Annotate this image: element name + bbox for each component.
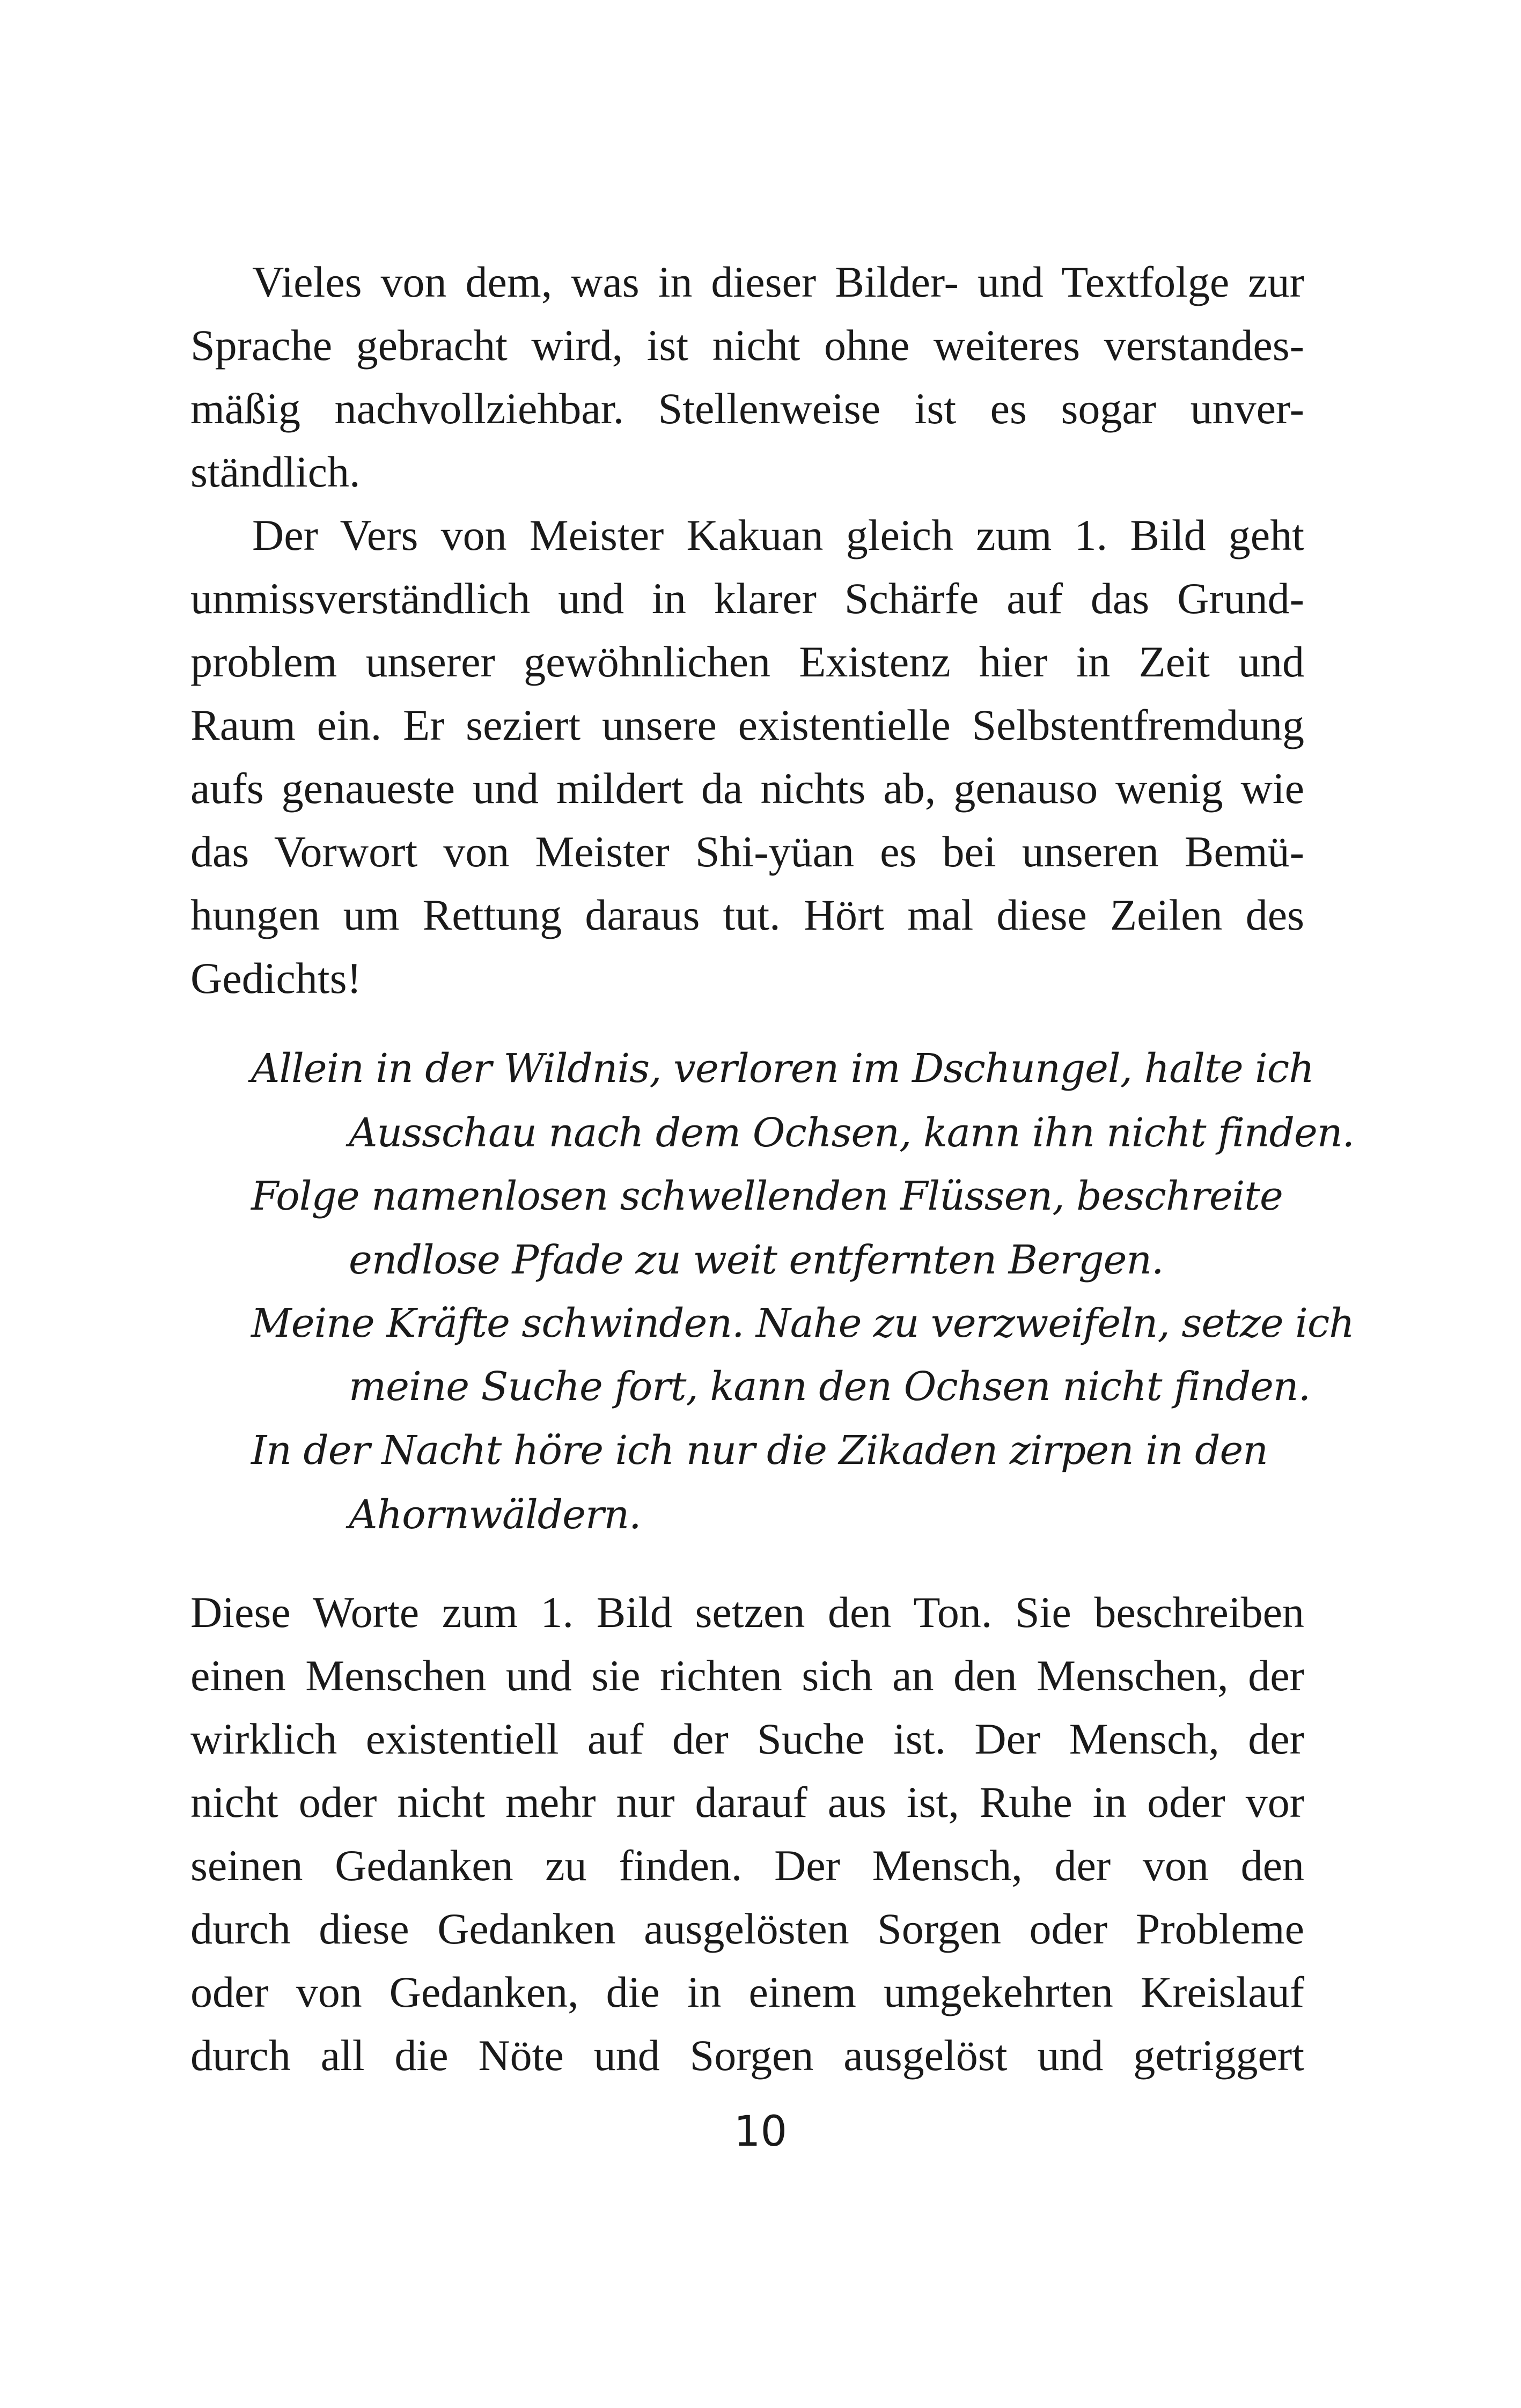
poem-line-7: In der Nacht höre ich nur die Zikaden zirpen in den [251,1427,1268,1474]
paragraph-3-line-3: wirklich existentiell auf der Suche ist. Der Mensch, der [190,1714,1304,1763]
paragraph-3-line-2: einen Menschen und sie richten sich an den Menschen, der [190,1651,1304,1700]
paragraph-3-line-4: nicht oder nicht mehr nur darauf aus ist, Ruhe in oder vor [190,1778,1304,1827]
paragraph-2-line-1: Der Vers von Meister Kakuan gleich zum 1. Bild geht [252,511,1304,559]
paragraph-2-line-3: problem unserer gewöhnlichen Existenz hier in Zeit und [190,637,1304,686]
paragraph-1-line-1: Vieles von dem, was in dieser Bilder- und Textfolge zur [252,257,1304,306]
paragraph-3-line-6: durch diese Gedanken ausgelösten Sorgen oder Probleme [190,1904,1304,1953]
poem-line-2: Ausschau nach dem Ochsen, kann ihn nicht finden. [349,1110,1355,1156]
paragraph-2-line-8: Gedichts! [190,954,362,1003]
paragraph-1-line-4: ständlich. [190,447,361,496]
poem-line-3: Folge namenlosen schwellenden Flüssen, beschreite [251,1173,1283,1219]
paragraph-3-line-8: durch all die Nöte und Sorgen ausgelöst und getriggert [190,2031,1304,2080]
paragraph-2-line-5: aufs genaueste und mildert da nichts ab, genauso wenig wie [190,764,1304,813]
page-number: 10 [733,2108,788,2156]
paragraph-3-line-7: oder von Gedanken, die in einem umgekehrten Kreislauf [190,1968,1304,2016]
paragraph-1-line-2: Sprache gebracht wird, ist nicht ohne weiteres verstandes- [190,321,1304,370]
poem-line-4: endlose Pfade zu weit entfernten Bergen. [349,1237,1164,1283]
paragraph-2-line-2: unmissverständlich und in klarer Schärfe auf das Grund- [190,574,1304,623]
poem-line-8: Ahornwäldern. [349,1492,641,1538]
paragraph-3-line-5: seinen Gedanken zu finden. Der Mensch, der von den [190,1841,1304,1890]
paragraph-2-line-7: hungen um Rettung daraus tut. Hört mal diese Zeilen des [190,890,1304,939]
poem-line-5: Meine Kräfte schwinden. Nahe zu verzweifeln, setze ich [251,1300,1354,1346]
paragraph-3-line-1: Diese Worte zum 1. Bild setzen den Ton. Sie beschreiben [190,1588,1304,1637]
paragraph-1-line-3: mäßig nachvollziehbar. Stellenweise ist es sogar unver- [190,384,1304,433]
poem-line-6: meine Suche fort, kann den Ochsen nicht finden. [349,1364,1311,1410]
paragraph-2-line-4: Raum ein. Er seziert unsere existentielle Selbstentfremdung [190,701,1304,749]
poem-line-1: Allein in der Wildnis, verloren im Dschungel, halte ich [251,1045,1314,1092]
paragraph-2-line-6: das Vorwort von Meister Shi-yüan es bei unseren Bemü- [190,827,1304,876]
